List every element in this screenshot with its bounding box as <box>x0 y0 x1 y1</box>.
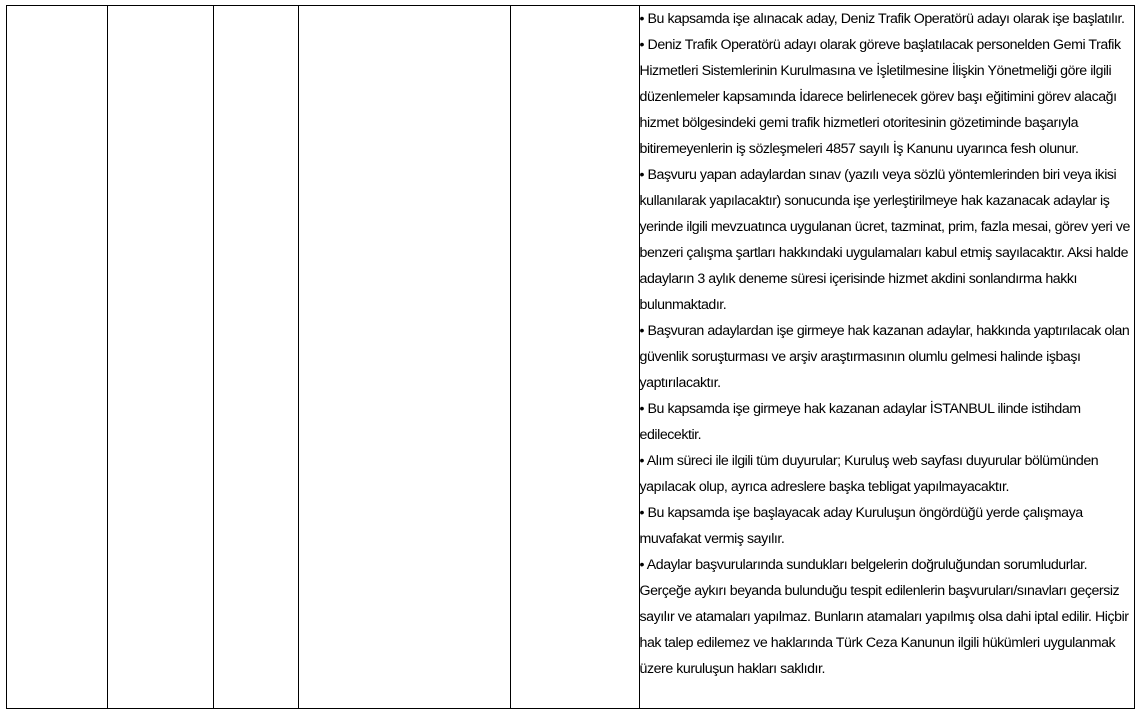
empty-cell-2 <box>108 6 214 709</box>
empty-cell-1 <box>7 6 108 709</box>
conditions-cell <box>639 6 1134 709</box>
empty-cell-5 <box>511 6 639 709</box>
condition-paragraph-2: • Deniz Trafik Operatörü adayı olarak göreve başlatılacak personelden Gemi Trafik Hizmetleri Sistemlerinin Kurulmasına ve İşletilmesine İlişkin Yönetmeliği göre ilgili düzenlemeler kapsamında İdarece belirlenecek görev başı eğitimini görev alacağı hizmet bölgesindeki gemi trafik hizmetleri otoritesinin gözetiminde başarıyla bitiremeyenlerin iş sözleşmeleri 4857 sayılı İş Kanunu uyarınca fesh olunur. <box>639 37 1121 157</box>
empty-cell-4 <box>299 6 511 709</box>
empty-cell-3 <box>214 6 299 709</box>
table-row <box>7 6 1135 709</box>
requirements-table <box>6 5 1135 709</box>
condition-paragraph-1: • Bu kapsamda işe alınacak aday, Deniz Trafik Operatörü adayı olarak işe başlatılır. <box>639 11 1125 27</box>
condition-paragraph-6: • Alım süreci ile ilgili tüm duyurular; Kuruluş web sayfası duyurular bölümünden yapılacak olup, ayrıca adreslere başka tebligat yapılmayacaktır. <box>639 453 1099 495</box>
condition-paragraph-7: • Bu kapsamda işe başlayacak aday Kuruluşun öngördüğü yerde çalışmaya muvafakat vermiş sayılır. <box>639 505 1083 547</box>
condition-paragraph-8: • Adaylar başvurularında sundukları belgelerin doğruluğundan sorumludurlar. Gerçeğe aykırı beyanda bulunduğu tespit edilenlerin başvuruları/sınavları geçersiz sayılır ve atamaları yapılmaz. Bunların atamaları yapılmış olsa dahi iptal edilir. Hiçbir hak talep edilemez ve haklarında Türk Ceza Kanunun ilgili hükümleri uygulanmak üzere kuruluşun hakları saklıdır. <box>639 557 1129 677</box>
condition-paragraph-5: • Bu kapsamda işe girmeye hak kazanan adaylar İSTANBUL ilinde istihdam edilecektir. <box>639 401 1081 443</box>
condition-paragraph-3: • Başvuru yapan adaylardan sınav (yazılı veya sözlü yöntemlerinden biri veya ikisi kullanılarak yapılacaktır) sonucunda işe yerleştirilmeye hak kazanacak adaylar iş yerinde ilgili mevzuatınca uygulanan ücret, tazminat, prim, fazla mesai, görev yeri ve benzeri çalışma şartları hakkındaki uygulamaları kabul etmiş sayılacaktır. Aksi halde adayların 3 aylık deneme süresi içerisinde hizmet akdini sonlandırma hakkı bulunmaktadır. <box>639 167 1130 313</box>
condition-paragraph-4: • Başvuran adaylardan işe girmeye hak kazanan adaylar, hakkında yaptırılacak olan güvenlik soruşturması ve arşiv araştırmasının olumlu gelmesi halinde işbaşı yaptırılacaktır. <box>639 323 1130 391</box>
